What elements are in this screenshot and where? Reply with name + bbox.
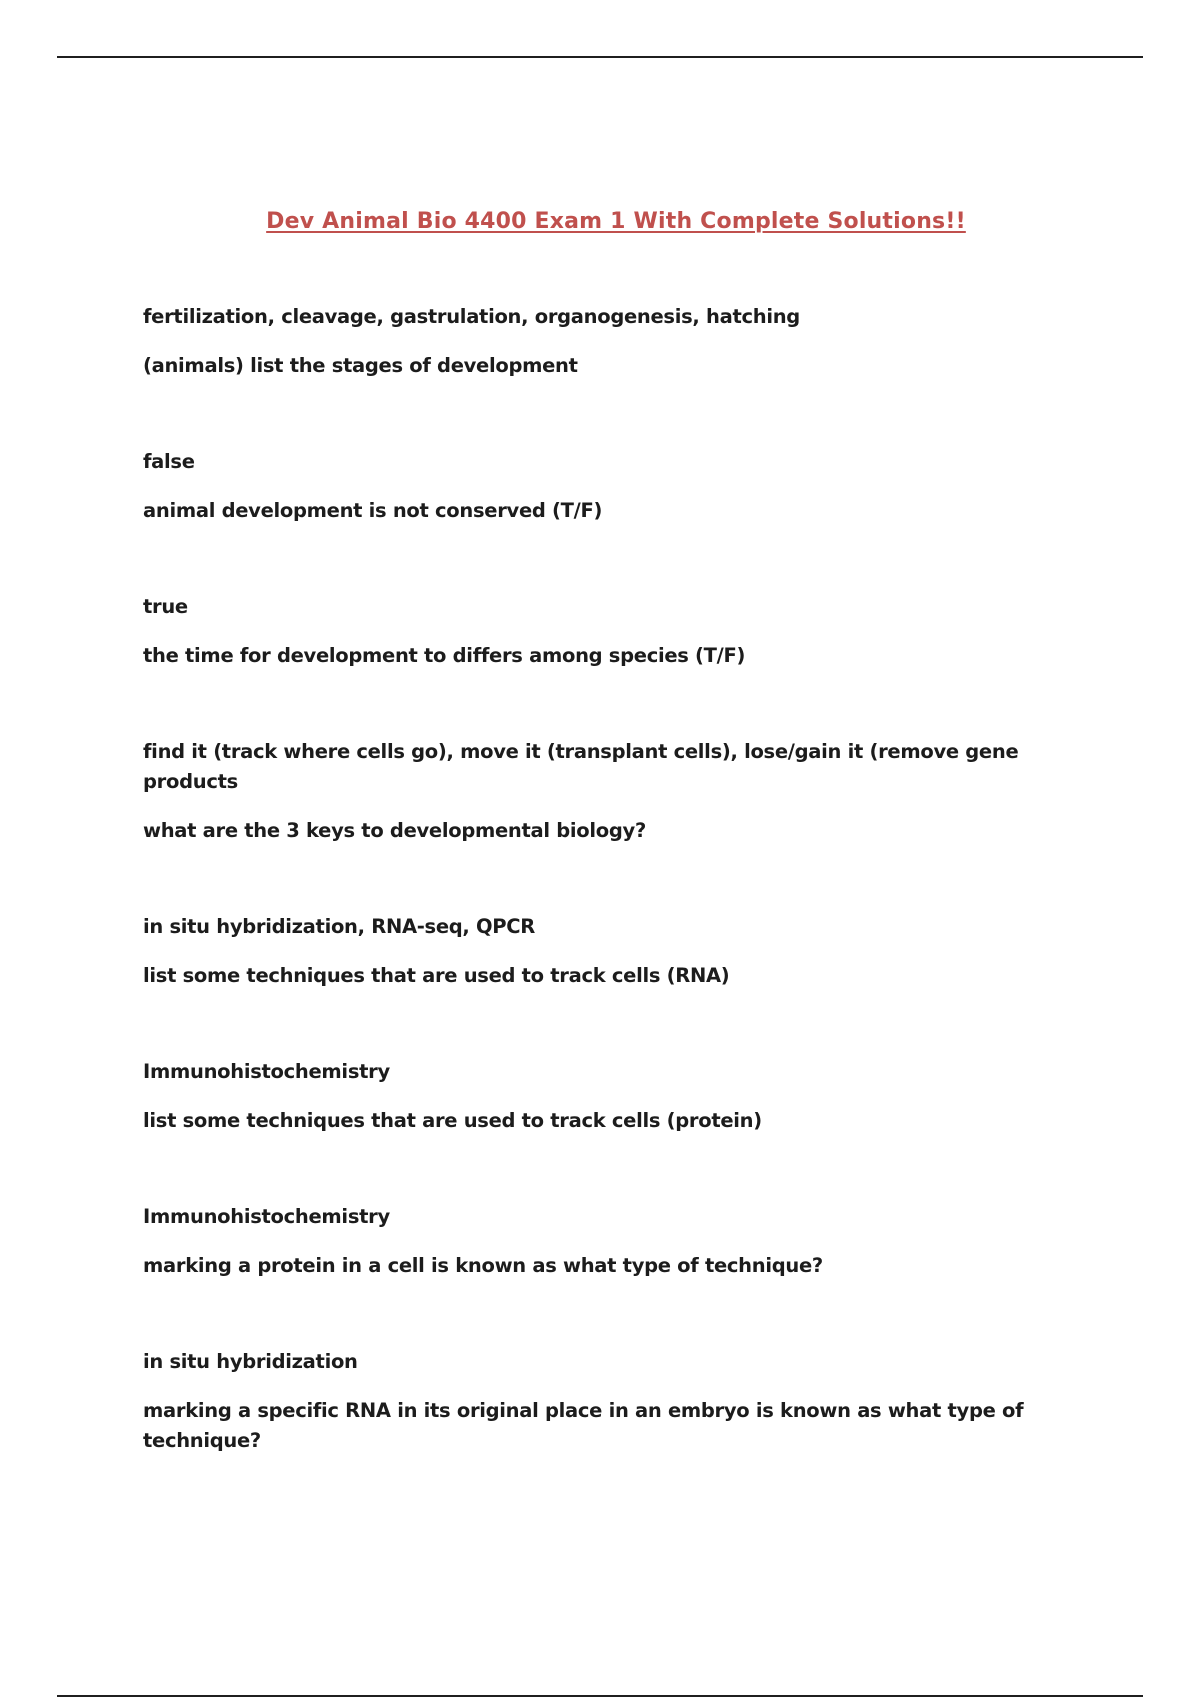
question-text: marking a specific RNA in its original place in an embryo is known as what type of technique? (143, 1399, 1024, 1452)
answer-text: in situ hybridization (143, 1350, 358, 1373)
footer-rule (57, 1695, 1143, 1697)
qa-item (143, 302, 1043, 381)
qa-item (143, 1202, 1043, 1281)
question-text: list some techniques that are used to track cells (RNA) (143, 964, 730, 987)
qa-item (143, 447, 1043, 526)
answer-text: find it (track where cells go), move it (transplant cells), lose/gain it (remove gene products (143, 740, 1019, 793)
qa-item (143, 912, 1043, 991)
qa-item (143, 592, 1043, 671)
document-title: Dev Animal Bio 4400 Exam 1 With Complete Solutions!! (266, 208, 966, 234)
question-text: marking a protein in a cell is known as what type of technique? (143, 1254, 823, 1277)
answer-text: Immunohistochemistry (143, 1060, 390, 1083)
question-text: animal development is not conserved (T/F) (143, 499, 603, 522)
qa-item (143, 737, 1043, 846)
question-text: the time for development to differs among species (T/F) (143, 644, 746, 667)
answer-text: fertilization, cleavage, gastrulation, organogenesis, hatching (143, 305, 800, 328)
question-text: (animals) list the stages of development (143, 354, 578, 377)
answer-text: false (143, 450, 195, 473)
question-text: what are the 3 keys to developmental biology? (143, 819, 646, 842)
answer-text: true (143, 595, 188, 618)
question-text: list some techniques that are used to track cells (protein) (143, 1109, 762, 1132)
qa-item (143, 1347, 1043, 1456)
header-rule (57, 56, 1143, 58)
qa-item (143, 1057, 1043, 1136)
answer-text: Immunohistochemistry (143, 1205, 390, 1228)
answer-text: in situ hybridization, RNA-seq, QPCR (143, 915, 536, 938)
qa-list (143, 302, 1043, 1456)
